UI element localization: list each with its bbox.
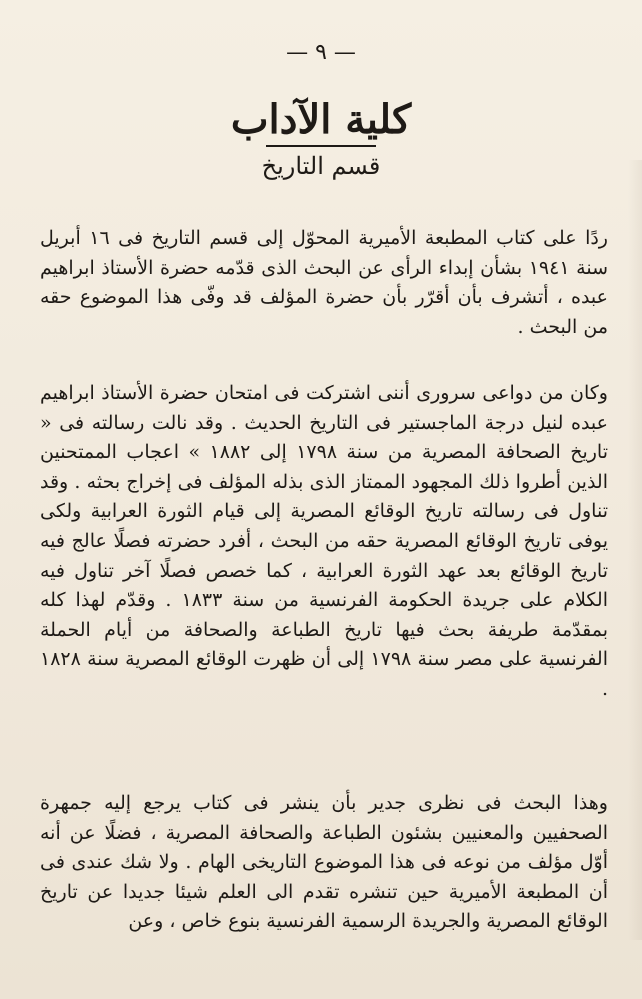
faculty-title: كلية الآداب [230,96,412,143]
page-edge-shadow [628,160,642,940]
paragraph-1: ردًا على كتاب المطبعة الأميرية المحوّل إلى قسم التاريخ فى ١٦ أبريل سنة ١٩٤١ بشأن إبداء الرأى عن البحث الذى قدّمه حضرة الأستاذ ابراهيم عبده ، أتشرف بأن أقرّر بأن حضرة المؤلف قد وفّى هذا الموضوع حقه من البحث . [40,227,608,338]
letter-heading [0,95,642,185]
paragraph-2: وكان من دواعى سرورى أننى اشتركت فى امتحان حضرة الأستاذ ابراهيم عبده لنيل درجة الماجستير فى التاريخ الحديث . وقد نالت رسالته فى « تاريخ الصحافة المصرية من سنة ١٧٩٨ إلى ١٨٨٢ » اعجاب الممتحنين الذين أطروا ذلك المجهود الممتاز الذى بذله المؤلف فى إخراج بحثه . وقد تناول فى رسالته تاريخ الوقائع المصرية إلى قيام الثورة العرابية ولكى يوفى تاريخ الوقائع المصرية حقه من البحث ، أفرد حضرته فصلًا عالج فيه تاريخ الوقائع بعد عهد الثورة العرابية ، كما خصص فصلًا آخر تناول فيه الكلام على جريدة الحكومة الفرنسية من سنة ١٨٣٣ . وقدّم لهذا كله بمقدّمة طريفة بحث فيها تاريخ الطباعة والصحافة من أيام الحملة الفرنسية على مصر سنة ١٧٩٨ إلى أن ظهرت الوقائع المصرية سنة ١٨٢٨ . [40,382,609,700]
paragraph-3: وهذا البحث فى نظرى جدير بأن ينشر فى كتاب يرجع إليه جمهرة الصحفيين والمعنيين بشئون الطباعة والصحافة المصرية ، فضلًا عن أنه أوّل مؤلف من نوعه فى هذا الموضوع التاريخى الهام . ولا شك عندى فى أن المطبعة الأميرية حين تنشره تقدم الى العلم شيئا جديدا عن تاريخ الوقائع المصرية والجريدة الرسمية الفرنسية بنوع خاص ، وعن [40,792,608,933]
department-title: قسم التاريخ [261,152,381,180]
page-number: — ٩ — [286,40,356,65]
